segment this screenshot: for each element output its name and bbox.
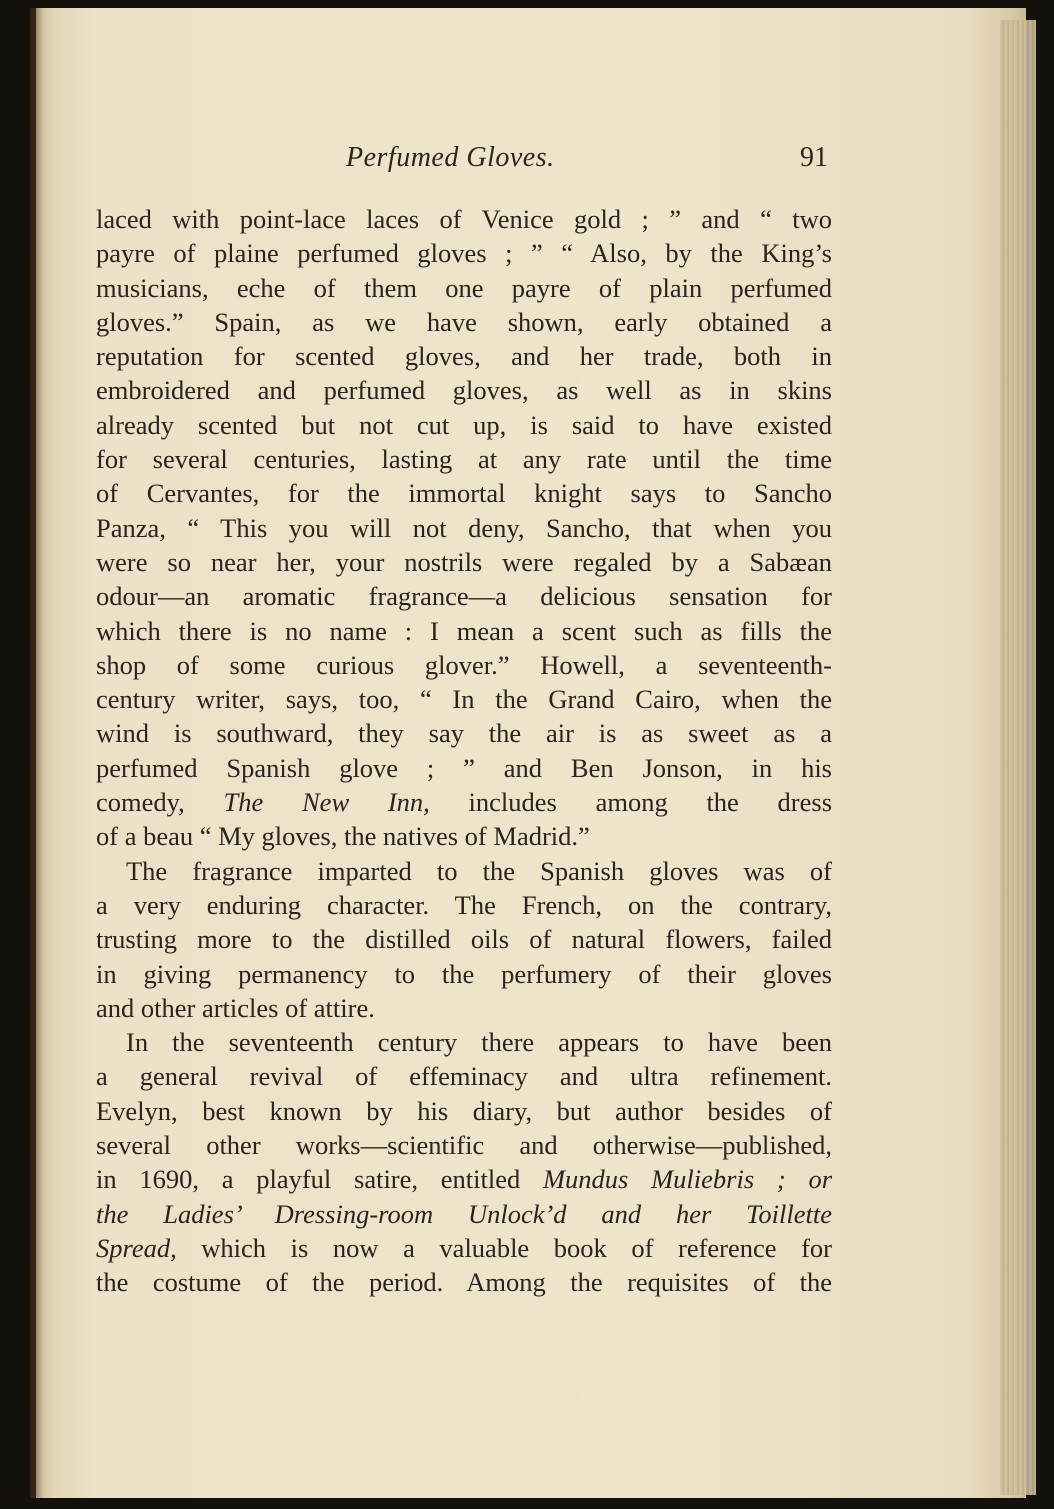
text-line: shop of some curious glover.” Howell, a seventeenth-: [96, 649, 832, 680]
text-line: In the seventeenth century there appears to have been: [126, 1027, 832, 1058]
running-title: Perfumed Gloves.: [346, 142, 555, 173]
text-line: laced with point-lace laces of Venice gold ; ” and “ two: [96, 204, 832, 234]
text-line: of a beau “ My gloves, the natives of Madrid.”: [96, 821, 590, 852]
page-fore-edge: [1000, 20, 1036, 1495]
spine-shadow: [30, 8, 44, 1498]
book-title-italic: Mundus Muliebris ; or: [542, 1164, 833, 1195]
text-line: trusting more to the distilled oils of natural flowers, failed: [96, 924, 832, 955]
text-line: wind is southward, they say the air is as sweet as a: [96, 718, 832, 749]
text-line: odour—an aromatic fragrance—a delicious sensation for: [96, 581, 832, 612]
text-line: Panza, “ This you will not deny, Sancho, that when you: [96, 512, 832, 543]
text-line: a general revival of effeminacy and ultra refinement.: [96, 1061, 832, 1092]
text-line: already scented but not cut up, is said to have existed: [96, 409, 832, 440]
text-run: which is now a valuable book of reference for: [201, 1232, 832, 1263]
text-line: [96, 785, 832, 819]
text-line: gloves.” Spain, as we have shown, early obtained a: [96, 306, 832, 337]
text-line: Evelyn, best known by his diary, but author besides of: [96, 1095, 832, 1126]
book-title-italic: Spread,: [96, 1232, 177, 1263]
text-line: were so near her, your nostrils were regaled by a Sabæan: [96, 546, 832, 577]
running-head: [98, 142, 830, 182]
text-line: for several centuries, lasting at any rate until the time: [96, 444, 832, 475]
text-line: [96, 1231, 832, 1265]
text-line: embroidered and perfumed gloves, as well as in skins: [96, 375, 832, 406]
text-line: The fragrance imparted to the Spanish gloves was of: [126, 855, 832, 886]
text-line: payre of plaine perfumed gloves ; ” “ Also, by the King’s: [96, 238, 832, 269]
text-line: several other works—scientific and otherwise—published,: [96, 1130, 832, 1161]
text-line: [96, 1162, 832, 1196]
text-line: the costume of the period. Among the requisites of the: [96, 1267, 832, 1298]
body-text: [96, 202, 832, 1300]
page-number: 91: [800, 142, 828, 173]
book-title-italic: The New Inn,: [223, 787, 430, 818]
text-line: perfumed Spanish glove ; ” and Ben Jonson, in his: [96, 752, 832, 783]
text-line: in giving permanency to the perfumery of their gloves: [96, 958, 832, 989]
text-line: of Cervantes, for the immortal knight says to Sancho: [96, 478, 832, 509]
text-run: comedy,: [96, 787, 185, 818]
text-line: musicians, eche of them one payre of plain perfumed: [96, 272, 832, 303]
text-run: in 1690, a playful satire, entitled: [96, 1164, 521, 1195]
text-line: and other articles of attire.: [96, 992, 375, 1023]
text-line: a very enduring character. The French, on the contrary,: [96, 889, 832, 920]
text-line: century writer, says, too, “ In the Grand Cairo, when the: [96, 684, 832, 715]
text-line: reputation for scented gloves, and her trade, both in: [96, 341, 832, 372]
book-title-italic-line: the Ladies’ Dressing-room Unlock’d and her Toillette: [96, 1198, 832, 1229]
text-run: includes among the dress: [468, 787, 833, 818]
text-line: which there is no name : I mean a scent such as fills the: [96, 615, 832, 646]
